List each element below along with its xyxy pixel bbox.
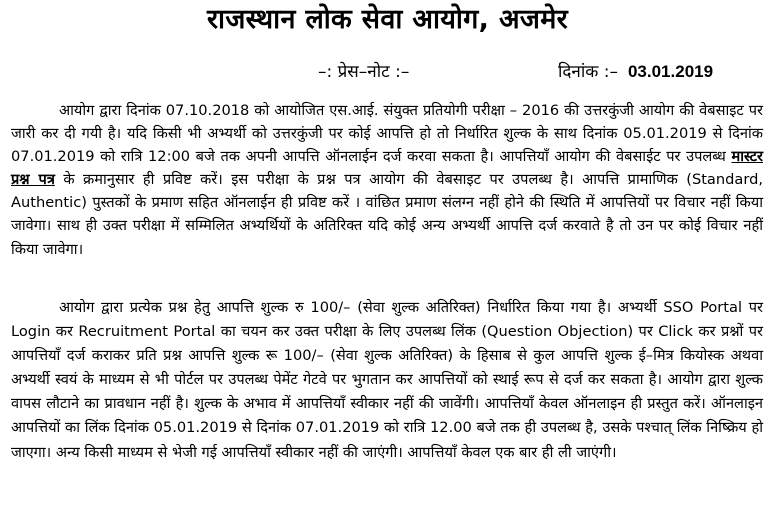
date-line xyxy=(558,61,713,83)
master-question-paper-text: मास्टर प्रश्न पत्र xyxy=(11,148,763,189)
paragraph-1-text-a: आयोग द्वारा दिनांक 07.10.2018 को आयोजित एस.आई. संयुक्त प्रतियोगी परीक्षा – 2016 की उत्तरकुंजी आयोग की वेबसाइट पर जारी कर दी गयी है। यदि किसी भी अभ्यर्थी को उत्तरकुंजी पर कोई आपत्ति हो तो निर्धारित शुल्क के साथ दिनांक 05.01.2019 से दिनांक 07.01.2019 को रात्रि 12:00 बजे तक अपनी आपत्ति ऑनलाईन दर्ज करवा सकता है। आपत्तियाँ आयोग की वेबसाईट पर उपलब्ध xyxy=(11,102,763,166)
date-value: 03.01.2019 xyxy=(627,62,714,81)
page-title: राजस्थान लोक सेवा आयोग, अजमेर xyxy=(206,4,568,35)
paragraph-objection-fee xyxy=(11,296,763,465)
paragraph-1-text-b: के क्रमानुसार ही प्रविष्ट करें। इस परीक्षा के प्रश्न पत्र आयोग की वेबसाइट पर उपलब्ध है। आपत्ति प्रामाणिक (Standard, Authentic) पुस्तकों के प्रमाण सहित ऑनलाईन ही प्रविष्ट करें । वांछित प्रमाण संलग्न नहीं होने की स्थिति में आपत्तियों पर विचार नहीं किया जावेगा। साथ ही उक्त परीक्षा में सम्मिलित अभ्यर्थियों के अतिरिक्त यदि कोई अन्य अभ्यर्थी आपत्ति दर्ज करवाते है तो उन पर कोई विचार नहीं किया जावेगा। xyxy=(11,171,763,258)
date-label: दिनांक :– xyxy=(558,62,618,82)
paragraph-answer-key xyxy=(11,99,763,261)
paragraph-2-text: आयोग द्वारा प्रत्येक प्रश्न हेतु आपत्ति शुल्क रु 100/– (सेवा शुल्क अतिरिक्त) निर्धारित किया गया है। अभ्यर्थी SSO Portal पर Login कर Recruitment Portal का चयन कर उक्त परीक्षा के लिए उपलब्ध लिंक (Question Objection) पर Click कर प्रश्नों पर आपत्तियाँ दर्ज कराकर प्रति प्रश्न आपत्ति शुल्क रू 100/– (सेवा शुल्क अतिरिक्त) के हिसाब से कुल आपत्ति शुल्क ई–मित्र कियोस्क अथवा अभ्यर्थी स्वयं के माध्यम से भी पोर्टल पर उपलब्ध पेमेंट गेटवे पर भुगतान कर आपत्तियों को स्थाई रूप से दर्ज कर सकता है। आयोग द्वारा शुल्क वापस लौटाने का प्रावधान नहीं है। शुल्क के अभाव में आपत्तियाँ स्वीकार नहीं की जावेंगी। आपत्तियाँ केवल ऑनलाइन ही प्रस्तुत करें। ऑनलाइन आपत्तियों का लिंक दिनांक 05.01.2019 से दिनांक 07.01.2019 को रात्रि 12.00 बजे तक ही उपलब्ध है, उसके पश्चात् लिंक निष्क्रिय हो जाएगा। अन्य किसी माध्यम से भेजी गई आपत्तियाँ स्वीकार नहीं की जाएंगी। आपत्तियाँ केवल एक बार ही ली जाएंगी। xyxy=(11,299,763,461)
press-note-heading: –: प्रेस–नोट :– xyxy=(318,62,410,82)
